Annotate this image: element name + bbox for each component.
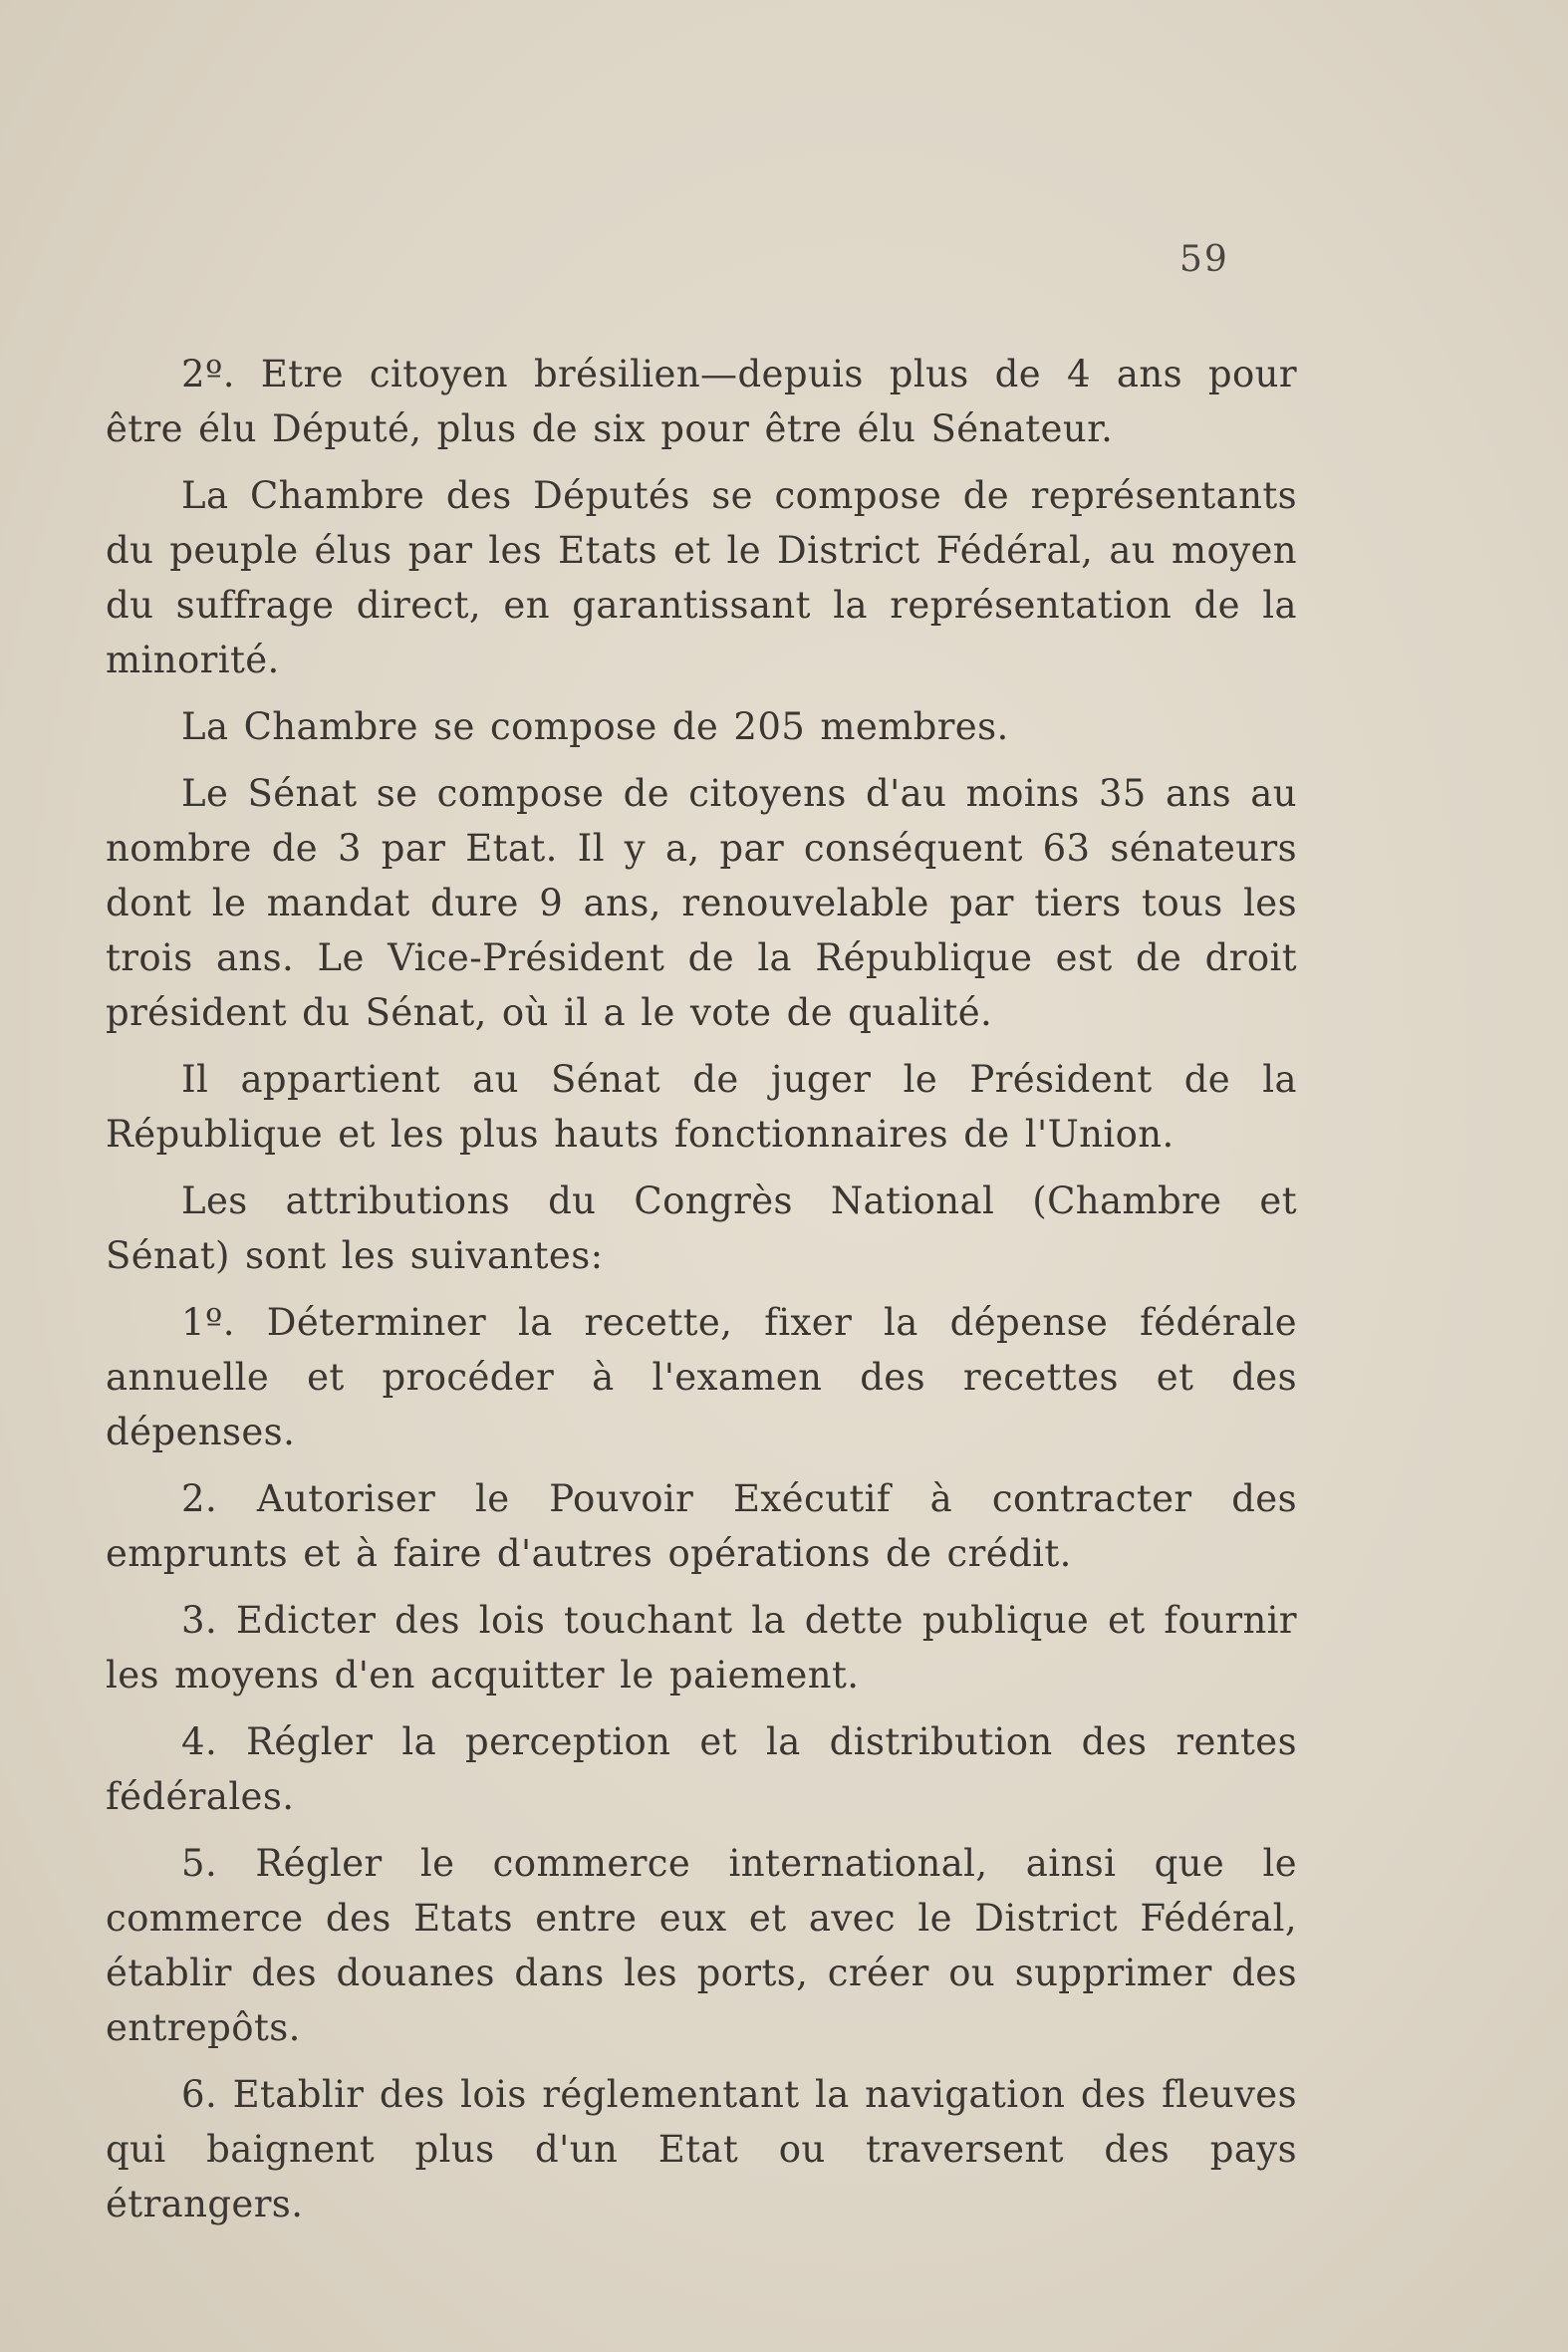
paragraph-chamber-members: La Chambre se compose de 205 membres. bbox=[181, 705, 1009, 748]
list-item-1: 1º. Déterminer la recette, fixer la dépense fédérale annuelle et procéder à l'examen des recettes et des dépenses. bbox=[106, 1301, 1297, 1453]
paragraph-chamber-composition: La Chambre des Députés se compose de représentants du peuple élus par les Etats et le District Fédéral, au moyen du suffrage direct, en garantissant la représentation de la minorité. bbox=[106, 474, 1297, 681]
paragraph-senate-composition: Le Sénat se compose de citoyens d'au moins 35 ans au nombre de 3 par Etat. Il y a, par conséquent 63 sénateurs dont le mandat dure 9 ans, renouvelable par tiers tous les trois ans. Le Vice-Président de la République est de droit président du Sénat, où il a le vote de qualité. bbox=[106, 772, 1297, 1034]
list-item-2: 2. Autoriser le Pouvoir Exécutif à contracter des emprunts et à faire d'autres opérations de crédit. bbox=[106, 1477, 1297, 1575]
list-item-5: 5. Régler le commerce international, ainsi que le commerce des Etats entre eux et avec le District Fédéral, établir des douanes dans les ports, créer ou supprimer des entrepôts. bbox=[106, 1842, 1297, 2049]
body-text bbox=[106, 347, 1297, 2243]
paragraph-senate-judgement: Il appartient au Sénat de juger le Président de la République et les plus hauts fonctionnaires de l'Union. bbox=[106, 1058, 1297, 1156]
page-number: 59 bbox=[1179, 239, 1229, 280]
list-item-4: 4. Régler la perception et la distribution des rentes fédérales. bbox=[106, 1720, 1297, 1818]
paragraph-eligibility-requirement: 2º. Etre citoyen brésilien—depuis plus de 4 ans pour être élu Député, plus de six pour être élu Sénateur. bbox=[106, 353, 1297, 450]
list-item-6: 6. Etablir des lois réglementant la navigation des fleuves qui baignent plus d'un Etat ou traversent des pays étrangers. bbox=[106, 2073, 1297, 2225]
list-item-3: 3. Edicter des lois touchant la dette publique et fournir les moyens d'en acquitter le paiement. bbox=[106, 1599, 1297, 1697]
paragraph-congress-attributions: Les attributions du Congrès National (Chambre et Sénat) sont les suivantes: bbox=[106, 1179, 1297, 1277]
